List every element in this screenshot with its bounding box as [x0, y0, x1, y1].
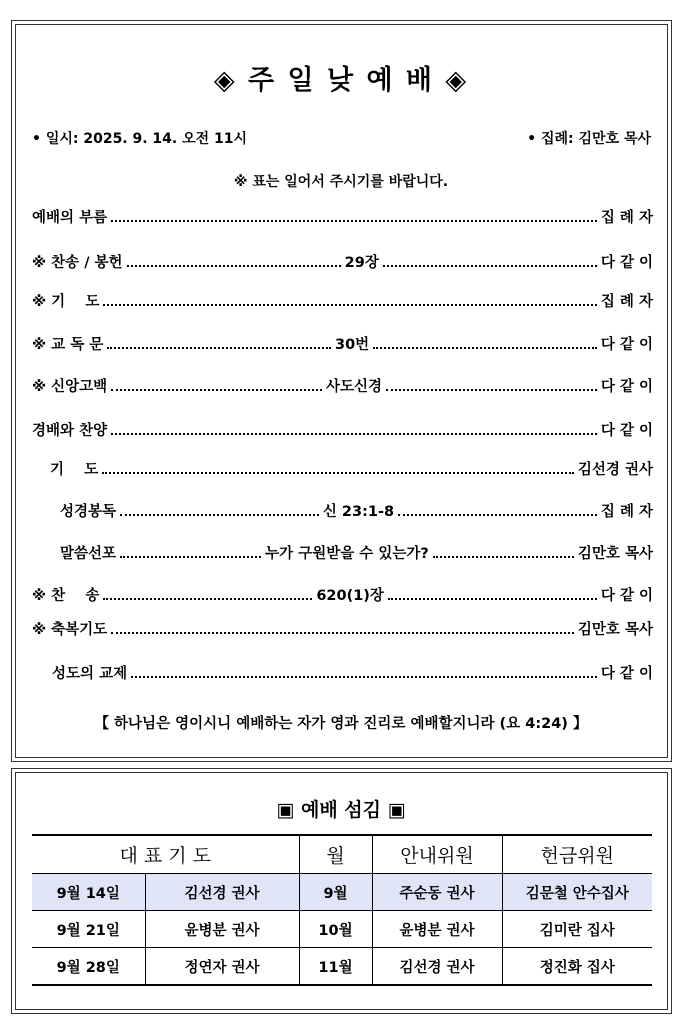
leader-dots [111, 621, 574, 635]
order-item [32, 617, 653, 639]
order-label: ※ 찬송 / 봉헌 [32, 254, 123, 271]
standing-notice: ※ 표는 일어서 주시기를 바랍니다. [233, 174, 449, 190]
order-label: ※ 축복기도 [32, 621, 108, 638]
order-detail: 사도신경 [326, 378, 383, 395]
order-item [32, 541, 653, 563]
order-item [32, 250, 653, 272]
order-leader: 다 같 이 [600, 336, 654, 353]
prayer-cell: 정연자 권사 [145, 948, 299, 986]
order-leader: 김만호 목사 [577, 621, 653, 638]
order-label: ※ 교 독 문 [32, 336, 104, 353]
table-row [32, 874, 652, 911]
order-label: ※ 기 도 [32, 293, 100, 310]
order-item [32, 661, 653, 683]
date-info: • 일시: 2025. 9. 14. 오전 11시 [32, 131, 248, 147]
order-detail: 29장 [344, 254, 379, 271]
leader-dots [120, 503, 319, 517]
header-month: 월 [299, 835, 372, 874]
leader-dots [102, 461, 574, 475]
date-cell: 9월 14일 [32, 874, 145, 911]
header-offering: 헌금위원 [502, 835, 652, 874]
leader-info: • 집례: 김만호 목사 [527, 131, 651, 147]
order-leader: 김선경 권사 [577, 461, 653, 478]
leader-dots [120, 545, 261, 559]
table-header-row [32, 835, 652, 874]
leader-dots [111, 422, 597, 436]
order-leader: 다 같 이 [600, 665, 653, 682]
leader-dots [388, 587, 597, 601]
table-row [32, 948, 652, 986]
order-leader: 집 례 자 [600, 209, 653, 226]
leader-dots [433, 545, 574, 559]
order-label: ※ 신앙고백 [32, 378, 108, 395]
order-label: 말씀선포 [60, 545, 117, 562]
order-leader: 집 례 자 [600, 503, 654, 520]
scripture-verse: 【 하나님은 영이시니 예배하는 자가 영과 진리로 예배할지니라 (요 4:24) 】 [94, 716, 588, 732]
order-detail: 30번 [334, 336, 370, 353]
usher-cell: 김선경 권사 [372, 948, 502, 986]
leader-dots [373, 336, 597, 350]
leader-dots [107, 336, 331, 350]
order-leader: 다 같 이 [600, 422, 653, 439]
order-leader: 집 례 자 [600, 293, 653, 310]
leader-dots [111, 378, 322, 392]
order-label: 예배의 부름 [32, 209, 108, 226]
order-item [32, 289, 653, 311]
offering-cell: 김미란 집사 [502, 911, 652, 948]
order-leader: 다 같 이 [600, 254, 654, 271]
prayer-cell: 김선경 권사 [145, 874, 299, 911]
header-usher: 안내위원 [372, 835, 502, 874]
usher-cell: 주순동 권사 [372, 874, 502, 911]
prayer-cell: 윤병분 권사 [145, 911, 299, 948]
order-label: ※ 찬 송 [32, 587, 100, 604]
date-cell: 9월 28일 [32, 948, 145, 986]
leader-dots [103, 587, 312, 601]
usher-cell: 윤병분 권사 [372, 911, 502, 948]
date-cell: 9월 21일 [32, 911, 145, 948]
page-title: ◈ 주 일 낮 예 배 ◈ [213, 65, 469, 96]
order-item [32, 374, 653, 396]
leader-dots [398, 503, 597, 517]
order-leader: 김만호 목사 [577, 545, 653, 562]
order-detail: 누가 구원받을 수 있는가? [265, 545, 429, 562]
table-row [32, 911, 652, 948]
offering-cell: 정진화 집사 [502, 948, 652, 986]
order-detail: 620(1)장 [316, 587, 384, 604]
leader-dots [103, 293, 597, 307]
order-item [32, 332, 653, 354]
order-detail: 신 23:1-8 [322, 503, 395, 520]
service-roles-title: ▣ 예배 섬김 ▣ [276, 799, 406, 821]
order-leader: 다 같 이 [600, 378, 653, 395]
order-item [32, 583, 653, 605]
month-cell: 10월 [299, 911, 372, 948]
offering-cell: 김문철 안수집사 [502, 874, 652, 911]
leader-dots [131, 665, 597, 679]
order-label: 성경봉독 [60, 503, 117, 520]
order-item [32, 499, 653, 521]
header-prayer: 대 표 기 도 [32, 835, 299, 874]
month-cell: 11월 [299, 948, 372, 986]
order-item [32, 418, 653, 440]
service-roles-table [32, 834, 652, 986]
leader-dots [127, 254, 341, 268]
order-label: 경배와 찬양 [32, 422, 108, 439]
order-item [32, 457, 653, 479]
order-label: 성도의 교제 [52, 665, 128, 682]
order-item [32, 205, 653, 227]
month-cell: 9월 [299, 874, 372, 911]
order-leader: 다 같 이 [600, 587, 654, 604]
order-label: 기 도 [50, 461, 99, 478]
leader-dots [383, 254, 597, 268]
leader-dots [386, 378, 597, 392]
leader-dots [111, 209, 597, 223]
